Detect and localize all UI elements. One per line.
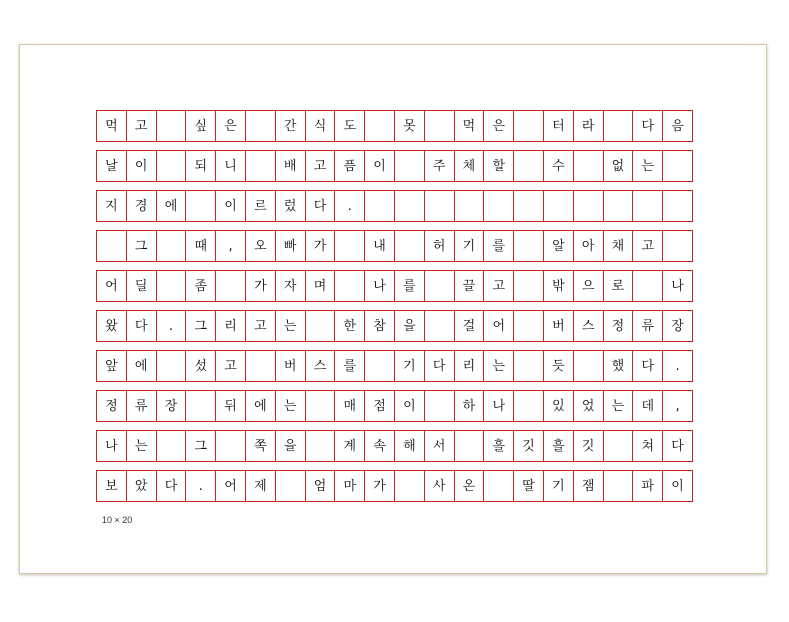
manuscript-cell (424, 311, 454, 341)
manuscript-cell (305, 431, 335, 461)
manuscript-cell: 류 (632, 311, 662, 341)
manuscript-cell (513, 311, 543, 341)
manuscript-cell: 깃 (513, 431, 543, 461)
manuscript-cell: 가 (364, 471, 394, 501)
manuscript-cell: 기 (394, 351, 424, 381)
manuscript-cell: 잼 (573, 471, 603, 501)
manuscript-cell: 았 (126, 471, 156, 501)
manuscript-row (96, 150, 693, 182)
manuscript-cell: 자 (275, 271, 305, 301)
manuscript-cell: 지 (105, 198, 118, 214)
manuscript-cell: 날 (105, 158, 118, 174)
manuscript-cell (573, 151, 603, 181)
manuscript-cell: 이 (126, 151, 156, 181)
manuscript-cell: 를 (483, 231, 513, 261)
manuscript-cell: 주 (424, 151, 454, 181)
manuscript-cell: 다 (424, 351, 454, 381)
manuscript-cell: 못 (394, 111, 424, 141)
manuscript-cell: 가 (245, 271, 275, 301)
manuscript-cell (662, 151, 692, 181)
manuscript-cell: . (185, 471, 215, 501)
manuscript-cell: 내 (364, 231, 394, 261)
manuscript-cell: 은 (215, 111, 245, 141)
manuscript-cell: 해 (394, 431, 424, 461)
manuscript-cell: 는 (275, 311, 305, 341)
manuscript-cell: 빠 (275, 231, 305, 261)
manuscript-cell (513, 191, 543, 221)
manuscript-cell: 배 (275, 151, 305, 181)
manuscript-cell: 장 (156, 391, 186, 421)
manuscript-cell: 는 (632, 151, 662, 181)
manuscript-cell: 를 (394, 271, 424, 301)
manuscript-cell (513, 271, 543, 301)
manuscript-cell: . (662, 351, 692, 381)
manuscript-cell: 나 (364, 271, 394, 301)
manuscript-cell: 끌 (454, 271, 484, 301)
manuscript-cell: 도 (334, 111, 364, 141)
manuscript-cell (543, 191, 573, 221)
manuscript-cell: 그 (126, 231, 156, 261)
manuscript-cell (364, 351, 394, 381)
manuscript-cell: 어 (483, 311, 513, 341)
manuscript-cell (483, 471, 513, 501)
manuscript-cell: 딸 (513, 471, 543, 501)
grid-size-label: 10 × 20 (102, 515, 133, 525)
manuscript-cell (454, 431, 484, 461)
manuscript-cell (185, 391, 215, 421)
manuscript-cell (185, 191, 215, 221)
manuscript-row (96, 390, 693, 422)
manuscript-cell: 식 (305, 111, 335, 141)
manuscript-cell: 걸 (454, 311, 484, 341)
manuscript-cell: 이 (215, 191, 245, 221)
manuscript-cell (662, 191, 692, 221)
manuscript-cell: 장 (662, 311, 692, 341)
manuscript-cell: 섰 (185, 351, 215, 381)
manuscript-cell (632, 271, 662, 301)
manuscript-cell: 을 (394, 311, 424, 341)
manuscript-cell: 버 (543, 311, 573, 341)
manuscript-row (96, 190, 693, 222)
manuscript-cell: 이 (394, 391, 424, 421)
manuscript-cell: 채 (603, 231, 633, 261)
manuscript-cell: 체 (454, 151, 484, 181)
manuscript-cell: , (215, 231, 245, 261)
manuscript-cell: 로 (603, 271, 633, 301)
manuscript-row (96, 470, 693, 502)
manuscript-cell: 는 (483, 351, 513, 381)
manuscript-cell (245, 351, 275, 381)
manuscript-cell: 서 (424, 431, 454, 461)
manuscript-cell: 고 (215, 351, 245, 381)
manuscript-cell (513, 111, 543, 141)
manuscript-cell (394, 151, 424, 181)
manuscript-cell: 고 (305, 151, 335, 181)
manuscript-cell: 다 (126, 311, 156, 341)
manuscript-cell: 왔 (105, 318, 118, 334)
manuscript-cell: 참 (364, 311, 394, 341)
manuscript-cell: 좀 (185, 271, 215, 301)
manuscript-cell: 고 (126, 111, 156, 141)
manuscript-cell: 온 (454, 471, 484, 501)
manuscript-cell: 기 (454, 231, 484, 261)
manuscript-cell: 었 (573, 391, 603, 421)
manuscript-cell: 니 (215, 151, 245, 181)
manuscript-cell: 리 (454, 351, 484, 381)
manuscript-cell: 나 (662, 271, 692, 301)
manuscript-cell: 어 (105, 278, 118, 294)
manuscript-cell (156, 351, 186, 381)
manuscript-cell: 마 (334, 471, 364, 501)
manuscript-cell (603, 431, 633, 461)
manuscript-cell: 하 (454, 391, 484, 421)
manuscript-cell (573, 191, 603, 221)
manuscript-cell: 는 (126, 431, 156, 461)
manuscript-cell (334, 271, 364, 301)
manuscript-cell: 기 (543, 471, 573, 501)
manuscript-row (96, 270, 693, 302)
manuscript-cell (215, 431, 245, 461)
manuscript-cell: 는 (603, 391, 633, 421)
manuscript-cell: 뒤 (215, 391, 245, 421)
manuscript-cell: 을 (275, 431, 305, 461)
manuscript-row (96, 350, 693, 382)
manuscript-cell: 수 (543, 151, 573, 181)
manuscript-cell: 은 (483, 111, 513, 141)
manuscript-cell: 라 (573, 111, 603, 141)
manuscript-row (96, 310, 693, 342)
manuscript-cell: 듯 (543, 351, 573, 381)
manuscript-cell: 쪽 (245, 431, 275, 461)
manuscript-cell: 그 (185, 311, 215, 341)
manuscript-cell: 리 (215, 311, 245, 341)
manuscript-cell: 없 (603, 151, 633, 181)
manuscript-cell: 스 (573, 311, 603, 341)
manuscript-cell: 아 (573, 231, 603, 261)
manuscript-cell: 밖 (543, 271, 573, 301)
manuscript-cell (364, 111, 394, 141)
manuscript-cell: 속 (364, 431, 394, 461)
manuscript-cell: 다 (632, 351, 662, 381)
manuscript-cell (513, 231, 543, 261)
manuscript-cell (424, 191, 454, 221)
manuscript-cell: 사 (424, 471, 454, 501)
manuscript-cell: 류 (126, 391, 156, 421)
manuscript-cell: 터 (543, 111, 573, 141)
manuscript-cell: 스 (305, 351, 335, 381)
manuscript-cell: 할 (483, 151, 513, 181)
manuscript-cell: 어 (215, 471, 245, 501)
manuscript-cell (394, 191, 424, 221)
manuscript-cell: 때 (185, 231, 215, 261)
manuscript-cell: 음 (662, 111, 692, 141)
manuscript-cell: 흘 (483, 431, 513, 461)
manuscript-cell: . (334, 191, 364, 221)
manuscript-cell: 되 (185, 151, 215, 181)
manuscript-cell: 렀 (275, 191, 305, 221)
manuscript-cell: 앞 (105, 358, 118, 374)
manuscript-cell (156, 231, 186, 261)
manuscript-cell (483, 191, 513, 221)
manuscript-cell: 다 (632, 111, 662, 141)
manuscript-cell: 계 (334, 431, 364, 461)
manuscript-cell: 나 (483, 391, 513, 421)
manuscript-cell (662, 231, 692, 261)
manuscript-cell: 딜 (126, 271, 156, 301)
manuscript-cell: 에 (126, 351, 156, 381)
manuscript-cell: 이 (662, 471, 692, 501)
manuscript-cell: 간 (275, 111, 305, 141)
manuscript-cell: 싶 (185, 111, 215, 141)
manuscript-cell: , (662, 391, 692, 421)
manuscript-cell (394, 231, 424, 261)
manuscript-cell: 파 (632, 471, 662, 501)
manuscript-cell (603, 191, 633, 221)
manuscript-cell (156, 151, 186, 181)
manuscript-cell (97, 231, 126, 261)
manuscript-cell: 오 (245, 231, 275, 261)
manuscript-cell (364, 191, 394, 221)
manuscript-cell: 르 (245, 191, 275, 221)
manuscript-cell (603, 471, 633, 501)
manuscript-cell: 한 (334, 311, 364, 341)
manuscript-cell (156, 111, 186, 141)
manuscript-cell: 정 (105, 398, 118, 414)
manuscript-cell (513, 391, 543, 421)
manuscript-cell (424, 391, 454, 421)
manuscript-cell: 먹 (105, 118, 118, 134)
manuscript-cell: 다 (156, 471, 186, 501)
manuscript-cell: 이 (364, 151, 394, 181)
manuscript-cell (334, 231, 364, 261)
manuscript-cell (603, 111, 633, 141)
manuscript-cell: 알 (543, 231, 573, 261)
manuscript-cell (573, 351, 603, 381)
manuscript-cell (275, 471, 305, 501)
manuscript-row (96, 110, 693, 142)
manuscript-cell: 고 (245, 311, 275, 341)
manuscript-cell (156, 431, 186, 461)
manuscript-cell: 다 (305, 191, 335, 221)
manuscript-cell (305, 311, 335, 341)
manuscript-row (96, 430, 693, 462)
manuscript-cell: 픔 (334, 151, 364, 181)
manuscript-cell (513, 151, 543, 181)
manuscript-cell: 제 (245, 471, 275, 501)
manuscript-cell: 있 (543, 391, 573, 421)
manuscript-cell: 에 (156, 191, 186, 221)
manuscript-cell: 했 (603, 351, 633, 381)
manuscript-cell: 보 (105, 478, 118, 494)
manuscript-row (96, 230, 693, 262)
manuscript-cell: 며 (305, 271, 335, 301)
manuscript-cell: . (156, 311, 186, 341)
manuscript-cell (394, 471, 424, 501)
manuscript-cell: 매 (334, 391, 364, 421)
manuscript-cell: 를 (334, 351, 364, 381)
manuscript-cell (632, 191, 662, 221)
manuscript-cell: 고 (483, 271, 513, 301)
manuscript-cell (424, 271, 454, 301)
manuscript-cell: 버 (275, 351, 305, 381)
manuscript-cell: 정 (603, 311, 633, 341)
manuscript-cell: 다 (662, 431, 692, 461)
manuscript-cell (156, 271, 186, 301)
manuscript-grid (96, 110, 693, 502)
manuscript-cell: 점 (364, 391, 394, 421)
manuscript-cell: 쳐 (632, 431, 662, 461)
manuscript-cell: 흘 (543, 431, 573, 461)
manuscript-cell (454, 191, 484, 221)
manuscript-cell: 먹 (454, 111, 484, 141)
manuscript-cell: 에 (245, 391, 275, 421)
manuscript-cell: 엄 (305, 471, 335, 501)
manuscript-cell: 경 (126, 191, 156, 221)
manuscript-cell (513, 351, 543, 381)
manuscript-cell: 나 (105, 438, 118, 454)
manuscript-cell (215, 271, 245, 301)
manuscript-cell: 그 (185, 431, 215, 461)
manuscript-cell: 가 (305, 231, 335, 261)
manuscript-cell: 깃 (573, 431, 603, 461)
manuscript-cell (245, 151, 275, 181)
manuscript-cell: 고 (632, 231, 662, 261)
manuscript-cell: 허 (424, 231, 454, 261)
manuscript-cell (245, 111, 275, 141)
manuscript-cell: 는 (275, 391, 305, 421)
manuscript-cell (424, 111, 454, 141)
manuscript-cell: 으 (573, 271, 603, 301)
manuscript-cell (305, 391, 335, 421)
manuscript-cell: 데 (632, 391, 662, 421)
